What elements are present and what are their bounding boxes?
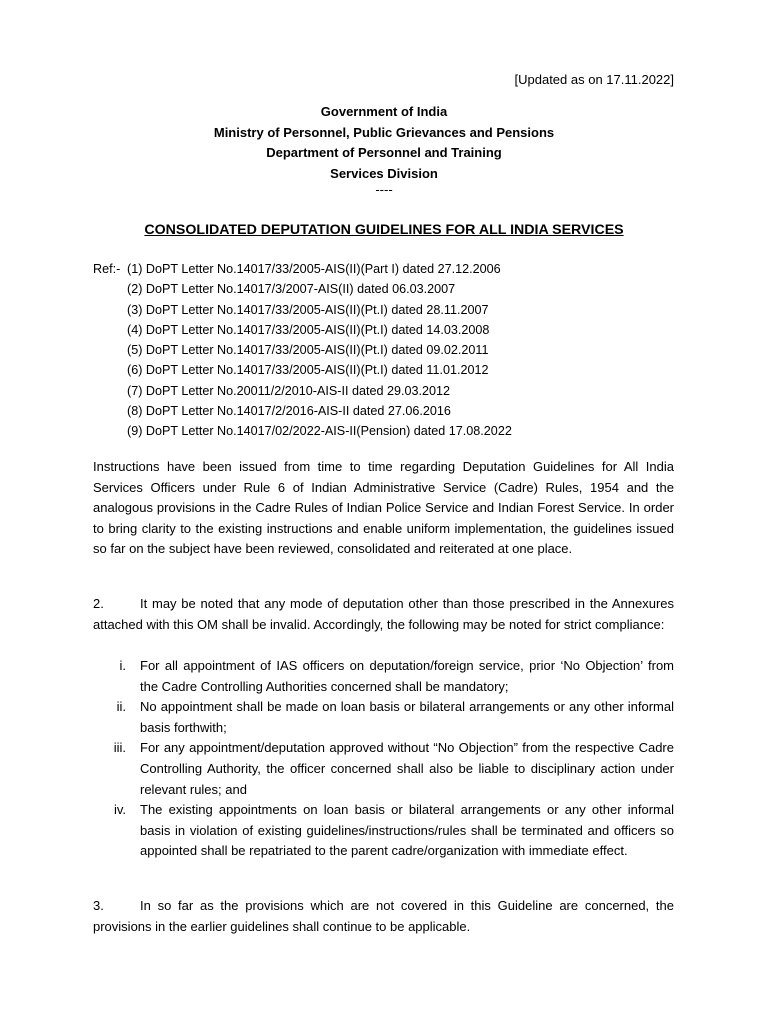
reference-item [93,340,512,360]
paragraph-number: 2. [93,596,104,611]
reference-text: (8) DoPT Letter No.14017/2/2016-AIS-II dated 27.06.2016 [127,404,451,419]
list-item-text: No appointment shall be made on loan basis or bilateral arrangements or any other informal basis forthwith; [140,699,674,735]
reference-text: (7) DoPT Letter No.20011/2/2010-AIS-II dated 29.03.2012 [127,383,450,398]
paragraph-1: Instructions have been issued from time to time regarding Deputation Guidelines for All India Services Officers under Rule 6 of Indian Administrative Service (Cadre) Rules, 1954 and the analogous provisions in the Cadre Rules of Indian Police Service and Indian Forest Service. In order to bring clarity to the existing instructions and enable uniform implementation, the guidelines issued so far on the subject have been reviewed, consolidated and reiterated at one place. [93,459,674,557]
paragraph-3 [93,896,674,937]
list-item-number: ii. [116,699,126,715]
list-item-number: i. [119,658,126,673]
list-item [93,738,674,800]
reference-text: (3) DoPT Letter No.14017/33/2005-AIS(II)(Pt.I) dated 28.11.2007 [127,302,489,317]
header-dash: ---- [375,182,393,197]
header-division: Services Division [330,165,438,181]
reference-text: (9) DoPT Letter No.14017/02/2022-AIS-II(Pension) dated 17.08.2022 [127,424,512,439]
reference-text: (4) DoPT Letter No.14017/33/2005-AIS(II)(Pt.I) dated 14.03.2008 [127,322,490,337]
reference-label: Ref:- [93,262,121,276]
list-item-text: For any appointment/deputation approved without “No Objection” from the respective Cadre Controlling Authority, the officer concerned shall also be liable to disciplinary action under relevant rules; and [140,740,674,797]
list-item-number: iv. [113,802,126,818]
reference-item [93,401,512,421]
paragraph-number: 3. [93,898,104,913]
reference-item [93,300,512,320]
reference-item [93,279,512,299]
header-government: Government of India [320,104,448,119]
updated-date: [Updated as on 17.11.2022] [514,72,674,87]
list-item-text: The existing appointments on loan basis or bilateral arrangements or any other informal basis in violation of existing guidelines/instructions/rules shall be terminated and officers so appointed shall be repatriated to the parent cadre/organization with immediate effect. [140,802,674,859]
letterhead [0,102,768,196]
reference-list [93,259,512,442]
reference-text: (1) DoPT Letter No.14017/33/2005-AIS(II)(Part I) dated 27.12.2006 [127,262,501,276]
reference-item [93,259,512,279]
reference-text: (6) DoPT Letter No.14017/33/2005-AIS(II)(Pt.I) dated 11.01.2012 [127,363,489,378]
paragraph-text: It may be noted that any mode of deputation other than those prescribed in the Annexures attached with this OM shall be invalid. Accordingly, the following may be noted for strict compliance: [93,596,674,632]
paragraph-2 [93,594,674,635]
paragraph-text: In so far as the provisions which are not covered in this Guideline are concerned, the provisions in the earlier guidelines shall continue to be applicable. [93,898,674,934]
list-item [93,697,674,738]
list-item-text: For all appointment of IAS officers on deputation/foreign service, prior ‘No Objection’ from the Cadre Controlling Authorities concerned shall be mandatory; [140,658,674,694]
header-ministry: Ministry of Personnel, Public Grievances and Pensions [213,124,555,140]
document-title: CONSOLIDATED DEPUTATION GUIDELINES FOR ALL INDIA SERVICES [144,222,624,238]
header-department: Department of Personnel and Training [266,145,502,160]
list-item [93,800,674,862]
reference-text: (5) DoPT Letter No.14017/33/2005-AIS(II)(Pt.I) dated 09.02.2011 [127,343,489,358]
compliance-list [93,656,674,862]
list-item [93,656,674,697]
reference-item [93,360,512,380]
reference-item [93,320,512,340]
reference-item [93,421,512,441]
reference-text: (2) DoPT Letter No.14017/3/2007-AIS(II) dated 06.03.2007 [127,282,456,297]
list-item-number: iii. [113,740,126,756]
reference-item [93,381,512,401]
